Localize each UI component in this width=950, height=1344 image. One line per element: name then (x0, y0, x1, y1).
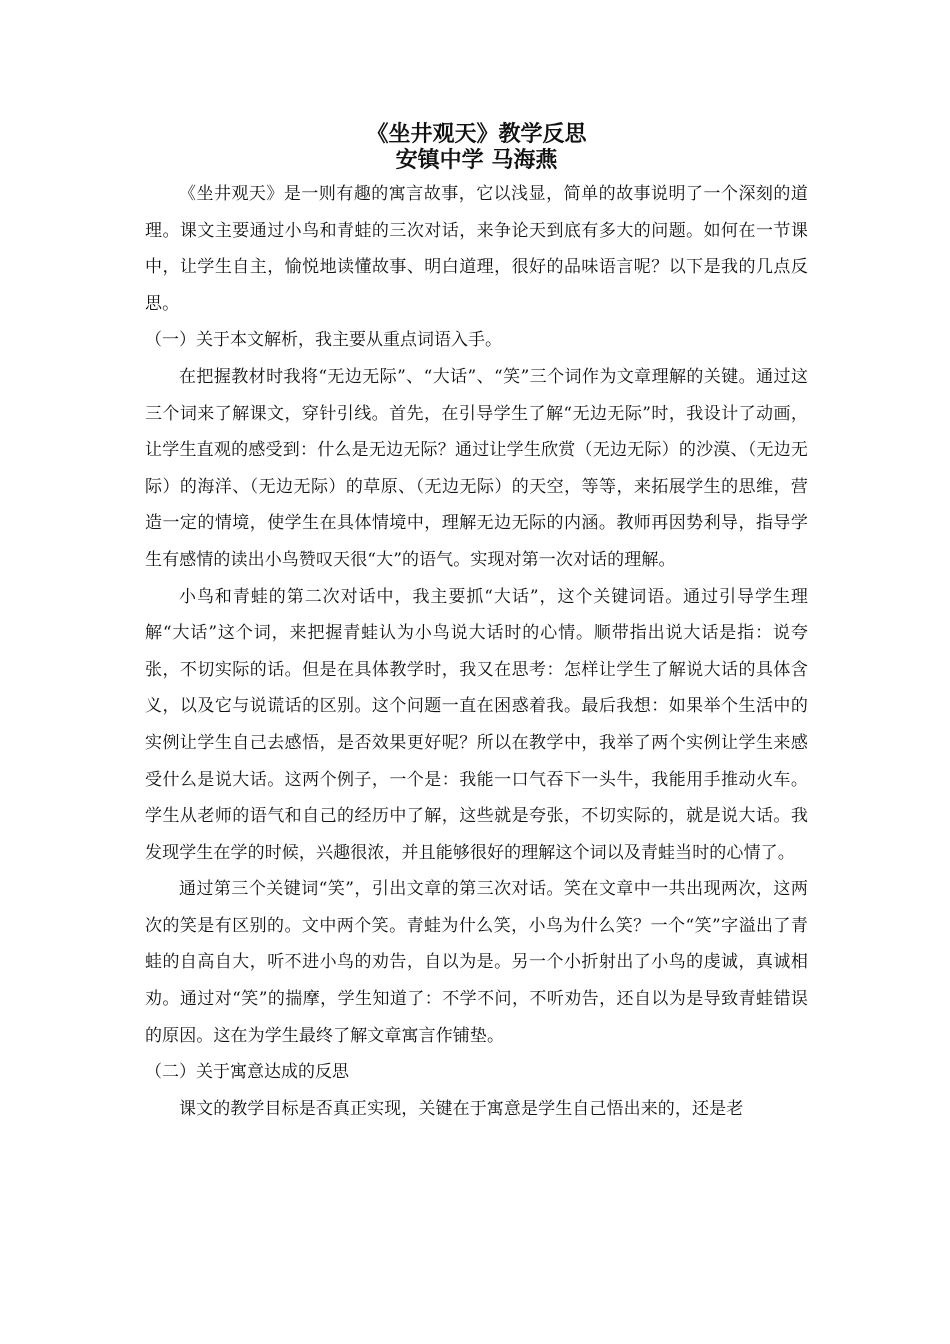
paragraph-goal: 课文的教学目标是否真正实现，关键在于寓意是学生自己悟出来的，还是老 (179, 1098, 744, 1119)
section-heading-1: （一）关于本文解析，我主要从重点词语入手。 (145, 330, 502, 351)
section-heading-2: （二）关于寓意达成的反思 (145, 1062, 349, 1083)
paragraph-intro: 《坐井观天》是一则有趣的寓言故事，它以浅显，简单的故事说明了一个深刻的道理。课文主要通过小鸟和青蛙的三次对话，来争论天到底有多大的问题。如何在一节课中，让学生自主，愉悦地读懂故事、明白道理，很好的品味语言呢？以下是我的几点反思。 (145, 184, 808, 314)
author-line: 安镇中学 马海燕 (395, 148, 558, 173)
document-title: 《坐井观天》教学反思 (366, 122, 587, 147)
document-page (145, 118, 808, 1127)
paragraph-keywords: 在把握教材时我将“无边无际”、“大话”、“笑”三个词作为文章理解的关键。通过这三个词来了解课文，穿针引线。首先，在引导学生了解“无边无际”时，我设计了动画，让学生直观的感受到：什么是无边无际？通过让学生欣赏（无边无际）的沙漠、（无边无际）的海洋、（无边无际）的草原、（无边无际）的天空，等等，来拓展学生的思维，营造一定的情境，使学生在具体情境中，理解无边无际的内涵。教师再因势利导，指导学生有感情的读出小鸟赞叹天很“大”的语气。实现对第一次对话的理解。 (145, 366, 808, 570)
paragraph-third-dialogue: 通过第三个关键词“笑”，引出文章的第三次对话。笑在文章中一共出现两次，这两次的笑是有区别的。文中两个笑。青蛙为什么笑，小鸟为什么笑？一个“笑”字溢出了青蛙的自高自大，听不进小鸟的劝告，自以为是。另一个小折射出了小鸟的虔诚，真诚相劝。通过对“笑”的揣摩，学生知道了：不学不问，不听劝告，还自以为是导致青蛙错误的原因。这在为学生最终了解文章寓言作铺垫。 (145, 879, 808, 1046)
paragraph-second-dialogue: 小鸟和青蛙的第二次对话中，我主要抓“大话”，这个关键词语。通过引导学生理解“大话”这个词，来把握青蛙认为小鸟说大话时的心情。顺带指出说大话是指：说夸张，不切实际的话。但是在具体教学时，我又在思考：怎样让学生了解说大话的具体含义，以及它与说谎话的区别。这个问题一直在困惑着我。最后我想：如果举个生活中的实例让学生自己去感悟，是否效果更好呢？所以在教学中，我举了两个实例让学生来感受什么是说大话。这两个例子，一个是：我能一口气吞下一头牛，我能用手推动火车。学生从老师的语气和自己的经历中了解，这些就是夸张，不切实际的，就是说大话。我发现学生在学的时候，兴趣很浓，并且能够很好的理解这个词以及青蛙当时的心情了。 (145, 586, 808, 863)
